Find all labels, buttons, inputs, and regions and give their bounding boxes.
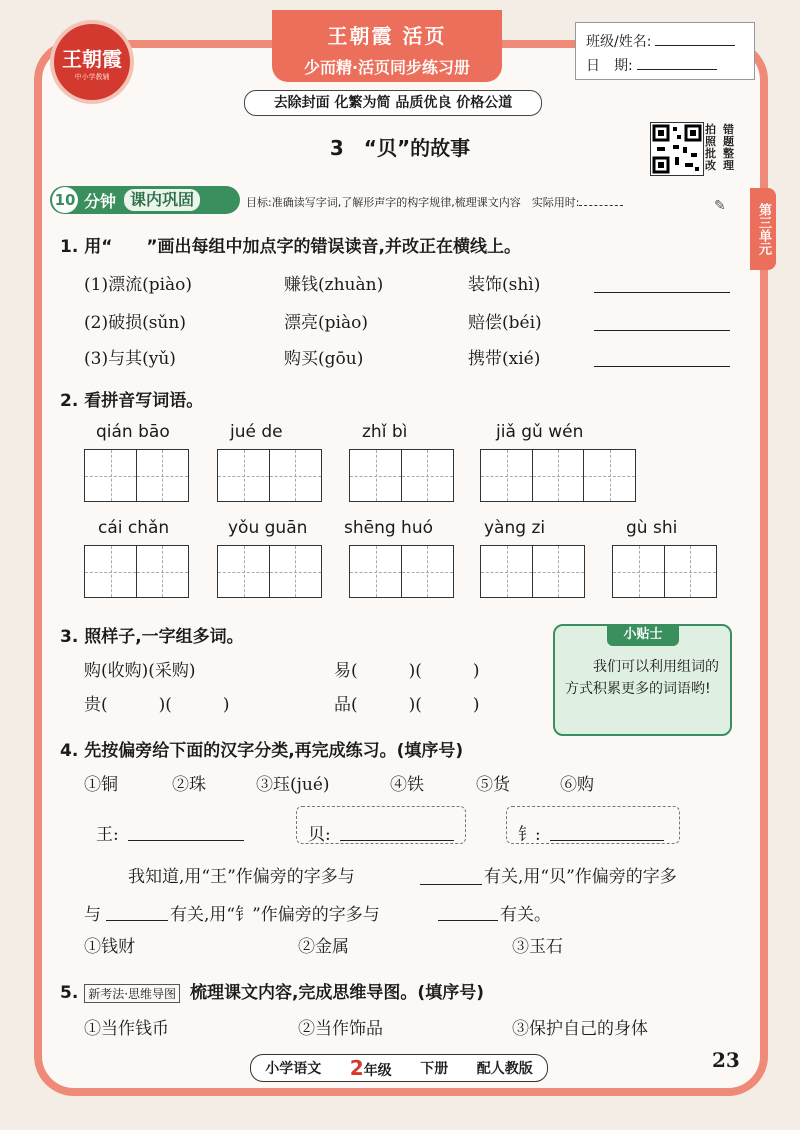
qr-char: 整 [723,147,734,160]
brand-logo [50,20,134,104]
q5-option: ②当作饰品 [298,1019,383,1039]
footer-pill [250,1054,548,1082]
qr-char: 题 [723,135,734,148]
q1-title: 1. 用“ ”画出每组中加点字的错误读音,并改正在横线上。 [60,237,522,257]
write-cell[interactable] [84,449,137,502]
pinyin-label: yàng zi [484,518,546,538]
write-cell[interactable] [583,449,636,502]
q1-answer-line[interactable] [594,330,730,331]
bei-label: 贝: [308,825,331,845]
write-cell[interactable] [217,449,270,502]
footer-grade [350,1056,392,1080]
logo-sub: 中小学教辅 [74,72,110,81]
section-minutes-number: 10 [52,187,78,213]
pinyin-label: qián bāo [96,422,170,442]
qr-char: 批 [705,147,716,160]
q4-sentence-2a: 与 [84,905,101,925]
write-cell[interactable] [664,545,717,598]
pinyin-label: cái chǎn [98,518,170,538]
q1-item: 漂亮(piào) [284,313,368,333]
wang-answer-line[interactable] [128,840,244,841]
header-banner [272,10,502,82]
write-cell[interactable] [612,545,665,598]
wang-label: 王: [96,825,119,845]
q4-blank-3[interactable] [438,920,498,921]
q3-example: 购(收购)(采购) [84,661,196,681]
unit-tab: 第三单元 [750,188,776,270]
write-cell[interactable] [349,449,402,502]
q4-char: ②珠 [172,775,206,795]
tip-title: 小贴士 [607,624,679,646]
pencil-icon: ✎ [714,198,726,214]
write-cell[interactable] [480,545,533,598]
q1-item: 购买(gōu) [284,349,364,369]
write-cell[interactable] [532,545,585,598]
q1-item: (1)漂流(piào) [84,275,193,295]
char-grid [84,449,187,503]
write-cell[interactable] [217,545,270,598]
pinyin-label: yǒu guān [228,518,308,538]
qr-char: 拍 [705,123,716,136]
char-grid [217,449,320,503]
q5-title [60,978,484,1003]
q5-option: ③保护自己的身体 [512,1019,648,1039]
class-name-field[interactable] [655,31,735,46]
write-cell[interactable] [532,449,585,502]
q3-item-pin: 品( )( ) [334,695,480,715]
pinyin-label: jué de [230,422,283,442]
char-grid [480,449,635,503]
qr-char: 错 [723,123,734,136]
section-goal [246,194,623,210]
lesson-title: 3 “贝”的故事 [329,136,471,160]
q1-answer-line[interactable] [594,292,730,293]
write-cell[interactable] [84,545,137,598]
char-grid [84,545,187,599]
footer-edition: 配人教版 [476,1061,533,1077]
write-cell[interactable] [480,449,533,502]
bei-answer-line[interactable] [340,840,454,841]
section-bar [50,186,740,216]
q1-item: 赔偿(béi) [468,313,542,333]
write-cell[interactable] [136,545,189,598]
char-grid [217,545,320,599]
jin-label: 钅: [518,825,541,845]
q5-tag: 新考法·思维导图 [84,984,180,1003]
write-cell[interactable] [269,545,322,598]
date-field[interactable] [637,55,717,70]
q4-char: ⑥购 [560,775,594,795]
q4-blank-2[interactable] [106,920,168,921]
footer-subject: 小学语文 [265,1061,322,1077]
class-label: 班级/姓名: [586,34,652,50]
q1-item: 携带(xié) [468,349,541,369]
write-cell[interactable] [349,545,402,598]
tip-box [553,624,732,736]
qr-char: 照 [705,135,716,148]
date-label: 日 期: [586,58,633,74]
pinyin-label: shēng huó [344,518,434,538]
q3-title: 3. 照样子,一字组多词。 [60,627,244,647]
jin-answer-line[interactable] [550,840,664,841]
time-used-field[interactable] [579,205,623,206]
footer-grade-label: 年级 [363,1063,392,1079]
pinyin-label: gù shi [626,518,678,538]
pinyin-label: zhǐ bì [362,422,408,442]
qr-char: 理 [723,159,734,172]
q4-char: ⑤货 [476,775,510,795]
q4-option: ②金属 [298,937,349,957]
q1-item: (3)与其(yǔ) [84,349,176,369]
q1-answer-line[interactable] [594,366,730,367]
pinyin-label: jiǎ gǔ wén [496,422,584,442]
q4-char: ①铜 [84,775,118,795]
q4-title: 4. 先按偏旁给下面的汉字分类,再完成练习。(填序号) [60,741,464,761]
tip-body: 我们可以利用组词的方式积累更多的词语哟! [565,659,719,697]
q4-sentence-2b: 有关,用“钅”作偏旁的字多与 [170,905,380,925]
q4-blank-1[interactable] [420,884,482,885]
slogan: 去除封面 化繁为简 品质优良 价格公道 [244,90,542,116]
q2-title: 2. 看拼音写词语。 [60,391,204,411]
q4-char: ④铁 [390,775,424,795]
section-name: 课内巩固 [124,189,200,211]
char-grid [612,545,715,599]
q1-item: 装饰(shì) [468,275,541,295]
q4-char: ③珏(jué) [256,775,330,795]
brand-name: 王朝霞 活页 [327,24,447,48]
q4-sentence-2c: 有关。 [500,905,551,925]
write-cell[interactable] [136,449,189,502]
write-cell[interactable] [269,449,322,502]
footer-grade-number: 2 [349,1056,364,1080]
section-badge [50,186,240,214]
char-grid [480,545,583,599]
brand-subtitle: 少而精·活页同步练习册 [303,58,471,77]
q5-text: 梳理课文内容,完成思维导图。(填序号) [189,983,484,1003]
q1-item: 赚钱(zhuàn) [284,275,384,295]
q5-option: ①当作钱币 [84,1019,169,1039]
qr-char: 改 [705,159,716,172]
q3-item-yi: 易( )( ) [334,661,480,681]
q4-option: ①钱财 [84,937,135,957]
q3-item-gui: 贵( )( ) [84,695,230,715]
name-box [575,22,755,80]
q4-sentence-1a: 我知道,用“王”作偏旁的字多与 [128,867,355,887]
q1-item: (2)破损(sǔn) [84,313,186,333]
q4-sentence-1b: 有关,用“贝”作偏旁的字多 [484,867,677,887]
q4-option: ③玉石 [512,937,563,957]
write-cell[interactable] [401,449,454,502]
page-number: 23 [712,1048,740,1072]
footer-volume: 下册 [420,1061,449,1077]
goal-text: 目标:准确读写字词,了解形声字的构字规律,梳理课文内容 实际用时: [246,196,580,209]
char-grid [349,545,452,599]
logo-text: 王朝霞 [62,46,122,71]
write-cell[interactable] [401,545,454,598]
char-grid [349,449,452,503]
q5-number: 5. [60,983,79,1003]
section-minutes-label: 分钟 [84,191,117,211]
